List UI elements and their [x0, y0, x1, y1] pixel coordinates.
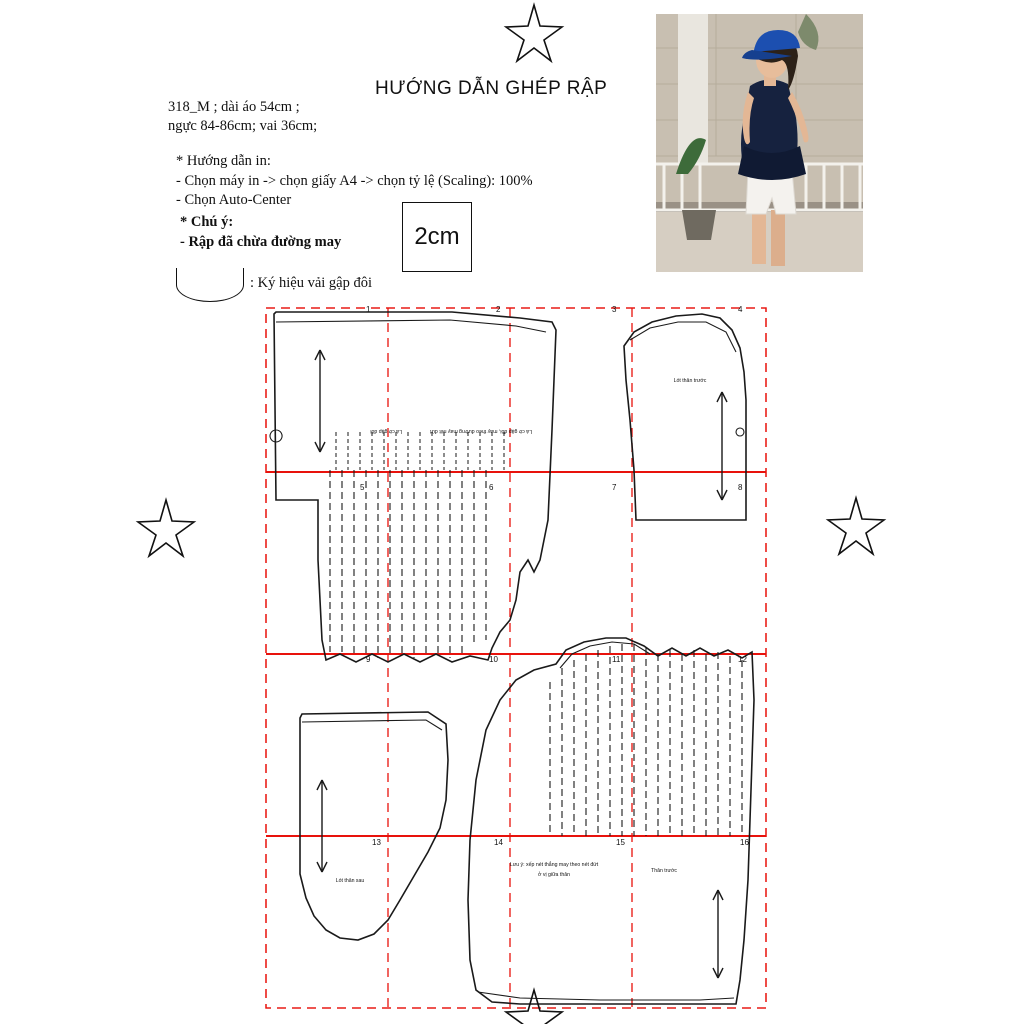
svg-text:8: 8	[738, 483, 743, 492]
piece-label-lot-than-sau: Lót thân sau	[335, 878, 365, 884]
svg-text:16: 16	[740, 838, 749, 847]
piece-label-than-sau: Lá cờ gập đôi	[370, 428, 402, 434]
pleat-lines-back-upper	[336, 432, 504, 470]
svg-text:4: 4	[738, 305, 743, 314]
piece-label-lot-than-truoc: Lót thân trước	[673, 378, 707, 384]
svg-text:11: 11	[612, 655, 621, 664]
svg-text:6: 6	[489, 483, 494, 492]
star-top	[506, 5, 562, 61]
star-right	[828, 498, 884, 554]
piece-lot-than-truoc	[624, 314, 746, 520]
note-line: - Rập đã chừa đường may	[180, 234, 342, 250]
fold-symbol-label: : Ký hiệu vải gập đôi	[250, 275, 373, 291]
fold-symbol-icon	[176, 268, 244, 302]
piece-lot-than-sau	[300, 712, 448, 940]
tile-numbers	[360, 305, 749, 847]
note-block	[180, 212, 341, 252]
print-step-1: - Chọn máy in -> chọn giấy A4 -> chọn tỷ lệ (Scaling): 100%	[176, 172, 533, 189]
spec-line-1: 318_M ; dài áo 54cm ;	[168, 99, 300, 115]
print-instructions	[176, 152, 533, 211]
spec-line-2: ngực 84-86cm; vai 36cm;	[168, 118, 318, 134]
tiling-guides	[266, 308, 766, 1008]
star-left	[138, 500, 194, 556]
svg-text:5: 5	[360, 483, 365, 492]
piece-label-tay-ao: Lá cờ gập đôi, may theo đường may nét đứt	[430, 428, 532, 434]
svg-text:14: 14	[494, 838, 503, 847]
piece-label-than-truoc: Thân trước	[651, 868, 677, 874]
svg-text:12: 12	[738, 655, 747, 664]
svg-text:7: 7	[612, 483, 617, 492]
svg-text:15: 15	[616, 838, 625, 847]
svg-text:1: 1	[366, 305, 371, 314]
star-bottom	[506, 990, 562, 1024]
model-photo	[656, 14, 863, 272]
svg-text:10: 10	[489, 655, 498, 664]
piece-note-duoi-ao-line2: ở vị giữa thân	[538, 872, 570, 878]
svg-text:3: 3	[612, 305, 617, 314]
svg-text:2: 2	[496, 305, 501, 314]
piece-than-sau	[270, 312, 556, 662]
page-title: HƯỚNG DẪN GHÉP RẬP	[375, 78, 608, 99]
piece-than-truoc	[468, 638, 754, 1004]
pleat-lines-back	[330, 470, 486, 658]
svg-text:9: 9	[366, 655, 371, 664]
print-heading: * Hướng dẫn in:	[176, 153, 271, 169]
pleat-lines-front	[550, 644, 742, 836]
spec-block	[168, 98, 317, 136]
print-step-2: - Chọn Auto-Center	[176, 192, 292, 208]
scale-reference-box: 2cm	[402, 202, 472, 272]
svg-text:13: 13	[372, 838, 381, 847]
piece-note-duoi-ao-line1: Lưu ý: xếp nét thẳng may theo nét đứt	[509, 862, 599, 868]
note-heading: * Chú ý:	[180, 214, 234, 230]
